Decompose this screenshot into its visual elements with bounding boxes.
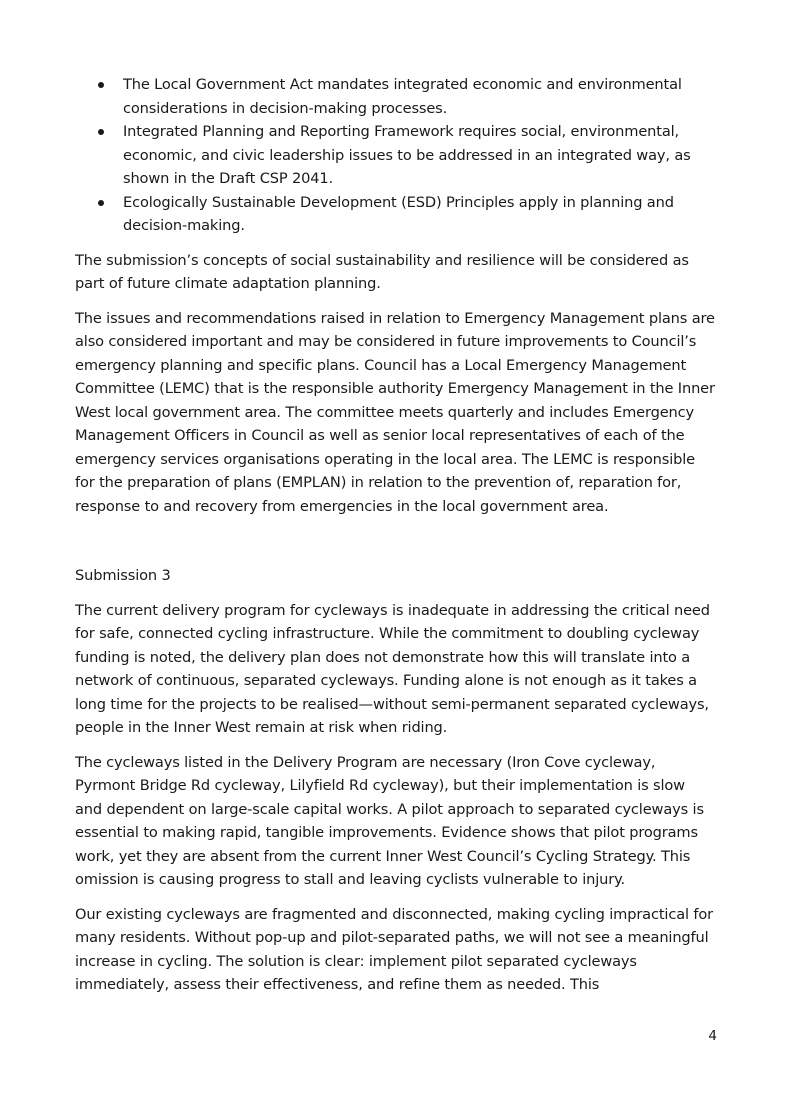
paragraph-delivery-program: The current delivery program for cycleways is inadequate in addressing the critical need for safe, connected cycling infrastructure. While the commitment to doubling cycleway funding is noted, the delivery plan does not demonstrate how this will translate into a network of continuous, separated cycleways. Funding alone is not enough as it takes a long time for the projects to be realised—without semi-permanent separated cycleways, people in the Inner West remain at risk when riding. <box>75 601 710 736</box>
list-item <box>75 120 715 191</box>
bullet-list <box>75 73 715 238</box>
paragraph-sustainability: The submission’s concepts of social sustainability and resilience will be considered as part of future climate adaptation planning. <box>75 251 689 292</box>
bullet-dot-icon <box>98 82 104 88</box>
list-item <box>75 191 715 238</box>
bullet-dot-icon <box>98 129 104 135</box>
list-item <box>75 73 715 120</box>
bullet-text: Integrated Planning and Reporting Framework requires social, environmental, economic, and civic leadership issues to be addressed in an integrated way, as shown in the Draft CSP 2041. <box>123 123 691 187</box>
paragraph-emergency-management: The issues and recommendations raised in relation to Emergency Management plans are also considered important and may be considered in future improvements to Council’s emergency planning and specific plans. Council has a Local Emergency Management Committee (LEMC) that is the responsible authority Emergency Management in the Inner West local government area. The committee meets quarterly and includes Emergency Management Officers in Council as well as senior local representatives of each of the emergency services organisations operating in the local area. The LEMC is responsible for the preparation of plans (EMPLAN) in relation to the prevention of, reparation for, response to and recovery from emergencies in the local government area. <box>75 309 715 515</box>
paragraph-existing-cycleways: Our existing cycleways are fragmented and disconnected, making cycling impractical for many residents. Without pop-up and pilot-separated paths, we will not see a meaningful increase in cycling. The solution is clear: implement pilot separated cycleways immediately, assess their effectiveness, and refine them as needed. This <box>75 905 714 993</box>
section-heading: Submission 3 <box>75 567 171 584</box>
paragraph-cycleways-listed: The cycleways listed in the Delivery Program are necessary (Iron Cove cycleway, Pyrmont Bridge Rd cycleway, Lilyfield Rd cycleway), but their implementation is slow and dependent on large-scale capital works. A pilot approach to separated cycleways is essential to making rapid, tangible improvements. Evidence shows that pilot programs work, yet they are absent from the current Inner West Council’s Cycling Strategy. This omission is causing progress to stall and leaving cyclists vulnerable to injury. <box>75 753 704 888</box>
page-number: 4 <box>708 1028 717 1044</box>
bullet-dot-icon <box>98 200 104 206</box>
bullet-text: Ecologically Sustainable Development (ESD) Principles apply in planning and decision-making. <box>123 193 674 234</box>
bullet-text: The Local Government Act mandates integrated economic and environmental considerations in decision-making processes. <box>123 76 682 117</box>
document-page <box>75 73 715 997</box>
